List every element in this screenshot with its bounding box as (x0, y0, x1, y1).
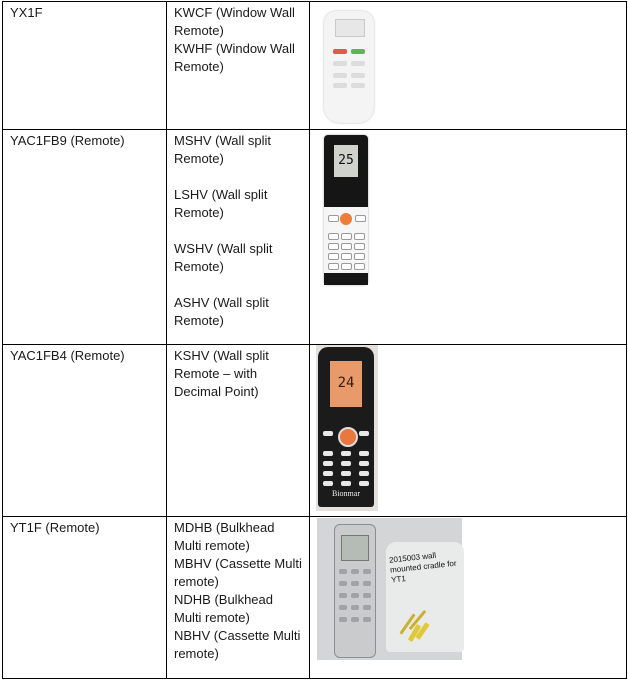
model-list-cell (167, 130, 310, 345)
model-list-cell (167, 517, 310, 679)
remote-control-image (318, 347, 374, 507)
remote-control-image (324, 135, 368, 285)
remote-code: YX1F (10, 5, 43, 20)
model-list-cell (167, 345, 310, 517)
cradle-bag (386, 542, 464, 652)
remote-display-readout: 24 (330, 361, 362, 407)
remote-image-cell (310, 130, 627, 345)
remote-code: YAC1FB4 (Remote) (10, 348, 125, 363)
remote-control-image (324, 11, 374, 123)
model-name: MDHB (Bulkhead Multi remote) (174, 520, 275, 553)
model-name: NBHV (Cassette Multi remote) (174, 628, 301, 661)
remote-image-cell (310, 517, 627, 679)
remote-brand-logo: Bionmar (332, 489, 360, 498)
model-name: NDHB (Bulkhead Multi remote) (174, 592, 273, 625)
model-name: KWHF (Window Wall Remote) (174, 41, 295, 74)
remote-code: YAC1FB9 (Remote) (10, 133, 125, 148)
bag-label: 2015003 wall mounted cradle for YT1 (388, 550, 457, 585)
model-name: WSHV (Wall split Remote) (174, 241, 273, 274)
model-name: LSHV (Wall split Remote) (174, 187, 268, 220)
table-row (3, 2, 627, 130)
model-name: ASHV (Wall split Remote) (174, 295, 269, 328)
remote-code-cell (3, 2, 167, 130)
model-name: MSHV (Wall split Remote) (174, 133, 272, 166)
remote-code-cell (3, 130, 167, 345)
remote-code-cell (3, 517, 167, 679)
remote-code: YT1F (Remote) (10, 520, 100, 535)
remote-code-cell (3, 345, 167, 517)
table-row (3, 130, 627, 345)
remote-product-photo (317, 518, 462, 660)
remote-image-cell (310, 2, 627, 130)
model-name: MBHV (Cassette Multi remote) (174, 556, 302, 589)
remote-compatibility-table (2, 1, 627, 679)
model-list-cell (167, 2, 310, 130)
table-row (3, 345, 627, 517)
remote-control-image (334, 524, 376, 658)
remote-display-readout: 25 (334, 145, 358, 177)
table-row (3, 517, 627, 679)
remote-image-cell (310, 345, 627, 517)
model-name: KSHV (Wall split Remote – with Decimal Point) (174, 348, 269, 399)
model-name: KWCF (Window Wall Remote) (174, 5, 295, 38)
